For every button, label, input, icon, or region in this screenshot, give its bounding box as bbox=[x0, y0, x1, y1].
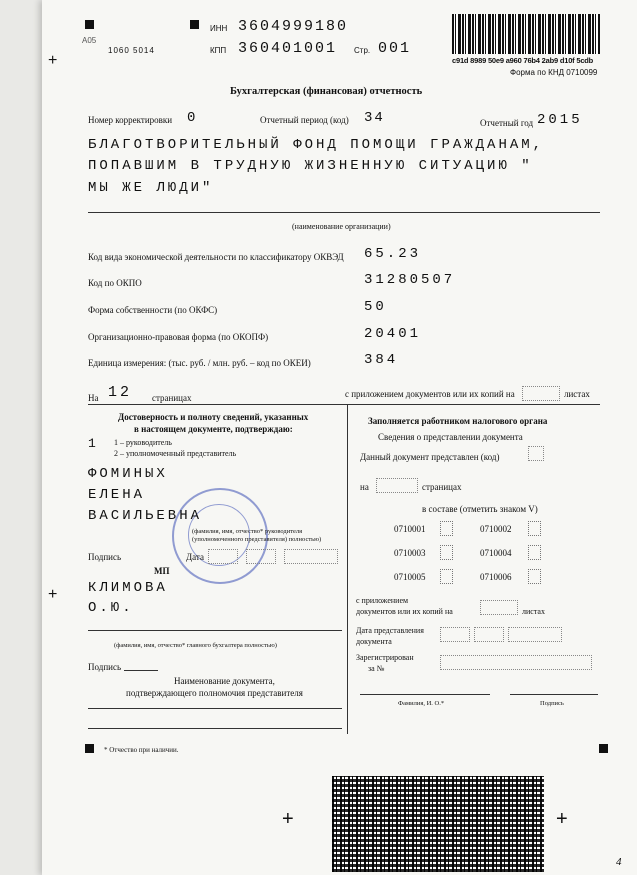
sign2-label: Подпись bbox=[88, 662, 122, 672]
composition-label: в составе (отметить знаком V) bbox=[422, 504, 538, 514]
year-label: Отчетный год bbox=[480, 118, 534, 128]
signer-option-2: 2 – уполномоченный представитель bbox=[114, 449, 237, 458]
period-label: Отчетный период (код) bbox=[260, 115, 349, 125]
signer-name-caption-1: (фамилия, имя, отчество* руководителя bbox=[192, 528, 303, 535]
sign-underline bbox=[510, 694, 598, 695]
form-checkbox-0710002[interactable] bbox=[528, 521, 541, 536]
page-value: 001 bbox=[378, 40, 412, 57]
form-code-0710001: 0710001 bbox=[394, 524, 426, 534]
attach-label: с приложением документов или их копий на bbox=[345, 389, 515, 399]
form-code: Форма по КНД 0710099 bbox=[510, 68, 598, 77]
signer-first-name: ЕЛЕНА bbox=[88, 487, 146, 503]
inn-value: 3604999180 bbox=[238, 18, 349, 35]
kpp-label: КПП bbox=[210, 46, 227, 55]
fio-underline bbox=[360, 694, 490, 695]
reg-label-1: Зарегистрирован bbox=[356, 653, 414, 662]
corner-marker-top-mid bbox=[190, 20, 199, 29]
tax-heading: Заполняется работником налогового органа bbox=[368, 416, 548, 426]
code-label-okved: Код вида экономической деятельности по классификатору ОКВЭД bbox=[88, 252, 344, 262]
corner-marker-bottom-right bbox=[599, 744, 608, 753]
form-checkbox-0710003[interactable] bbox=[440, 545, 453, 560]
kpp-value: 360401001 bbox=[238, 40, 338, 57]
code-value-okei: 384 bbox=[364, 352, 399, 368]
signer-surname: ФОМИНЫХ bbox=[88, 466, 168, 482]
corner-marker-bottom-left bbox=[85, 744, 94, 753]
crosshair-icon: + bbox=[282, 808, 294, 830]
form-code-0710004: 0710004 bbox=[480, 548, 512, 558]
signer-name-caption-2: (уполномоченного представителя) полностью) bbox=[192, 536, 322, 543]
barcode-icon bbox=[452, 14, 600, 54]
present-month-field[interactable] bbox=[474, 627, 504, 642]
crosshair-icon: + bbox=[556, 808, 568, 830]
section-vertical-divider bbox=[347, 404, 348, 734]
signer-code: 1 bbox=[88, 436, 96, 451]
inn-label: ИНН bbox=[210, 24, 228, 33]
confirm-heading-2: в настоящем документе, подтверждаю: bbox=[134, 424, 293, 434]
form-checkbox-0710006[interactable] bbox=[528, 569, 541, 584]
page-number: 4 bbox=[616, 856, 622, 868]
sign2-underline bbox=[124, 670, 158, 671]
barcode-text: c91d 8989 50e9 a960 76b4 2ab9 d10f 5cdb bbox=[452, 56, 594, 65]
date-present-label-2: документа bbox=[356, 637, 392, 646]
code-value-okved: 65.23 bbox=[364, 246, 422, 262]
fio-caption: Фамилия, И. О.* bbox=[398, 700, 445, 707]
doc-heading-2: подтверждающего полномочия представителя bbox=[126, 688, 303, 698]
left-code: 1060 5014 bbox=[108, 46, 155, 55]
doc-heading-1: Наименование документа, bbox=[174, 676, 275, 686]
code-label-okfs: Форма собственности (по ОКФС) bbox=[88, 305, 218, 315]
date-year-field[interactable] bbox=[284, 549, 338, 564]
accountant-underline bbox=[88, 630, 342, 631]
form-checkbox-0710004[interactable] bbox=[528, 545, 541, 560]
org-name-caption: (наименование организации) bbox=[292, 222, 391, 231]
attach-count-field[interactable] bbox=[480, 600, 518, 615]
page-label: Стр. bbox=[354, 46, 371, 55]
accountant-caption: (фамилия, имя, отчество* главного бухгалтера полностью) bbox=[114, 642, 277, 649]
reg-label-2: за № bbox=[368, 664, 385, 673]
form-page bbox=[42, 0, 637, 875]
form-code-0710003: 0710003 bbox=[394, 548, 426, 558]
code-value-okfs: 50 bbox=[364, 299, 387, 315]
corner-marker-top-left bbox=[85, 20, 94, 29]
attach-suffix: листах bbox=[564, 389, 590, 399]
sign-caption: Подпись bbox=[540, 700, 564, 707]
org-name-line3: МЫ ЖЕ ЛЮДИ" bbox=[88, 180, 214, 196]
present-year-field[interactable] bbox=[508, 627, 562, 642]
crosshair-icon: + bbox=[48, 586, 58, 603]
section-divider bbox=[88, 404, 600, 405]
date-day-field[interactable] bbox=[208, 549, 238, 564]
pages-prefix: На bbox=[88, 393, 99, 403]
mp-label: МП bbox=[154, 566, 170, 576]
org-name-line2: ПОПАВШИМ В ТРУДНУЮ ЖИЗНЕННУЮ СИТУАЦИЮ " bbox=[88, 158, 533, 174]
accountant-surname: КЛИМОВА bbox=[88, 580, 168, 596]
code-value-okpo: 31280507 bbox=[364, 272, 456, 288]
code-label-okei: Единица измерения: (тыс. руб. / млн. руб. – код по ОКЕИ) bbox=[88, 358, 311, 368]
page-title: Бухгалтерская (финансовая) отчетность bbox=[230, 86, 423, 97]
code-label-okpo: Код по ОКПО bbox=[88, 278, 142, 288]
form-code-0710005: 0710005 bbox=[394, 572, 426, 582]
on-label: на bbox=[360, 482, 369, 492]
side-code: А05 bbox=[82, 36, 97, 45]
present-day-field[interactable] bbox=[440, 627, 470, 642]
date-month-field[interactable] bbox=[246, 549, 276, 564]
confirm-heading-1: Достоверность и полноту сведений, указанных bbox=[118, 412, 309, 422]
pages-count-field[interactable] bbox=[376, 478, 418, 493]
code-label-okopf: Организационно-правовая форма (по ОКОПФ) bbox=[88, 332, 269, 342]
attach-pages-field[interactable] bbox=[522, 386, 560, 401]
doc-line-2 bbox=[88, 728, 342, 729]
date-label: Дата bbox=[186, 552, 204, 562]
form-checkbox-0710005[interactable] bbox=[440, 569, 453, 584]
pages-suffix: страницах bbox=[152, 393, 192, 403]
org-name-line1: БЛАГОТВОРИТЕЛЬНЫЙ ФОНД ПОМОЩИ ГРАЖДАНАМ, bbox=[88, 137, 545, 153]
form-code-0710006: 0710006 bbox=[480, 572, 512, 582]
pages-label-right: страницах bbox=[422, 482, 462, 492]
pages-value: 12 bbox=[108, 384, 133, 401]
period-value: 34 bbox=[364, 110, 385, 126]
year-value: 2015 bbox=[537, 112, 583, 128]
doc-line-1 bbox=[88, 708, 342, 709]
footnote: * Отчество при наличии. bbox=[104, 746, 179, 754]
correction-value: 0 bbox=[187, 110, 196, 126]
attach-label-1: с приложением bbox=[356, 596, 409, 605]
correction-label: Номер корректировки bbox=[88, 115, 173, 125]
tax-subheading: Сведения о представлении документа bbox=[378, 432, 523, 442]
org-name-underline bbox=[88, 212, 600, 213]
signer-patronymic: ВАСИЛЬЕВНА bbox=[88, 508, 203, 524]
presented-label: Данный документ представлен (код) bbox=[360, 452, 500, 462]
sign-label: Подпись bbox=[88, 552, 122, 562]
reg-number-field[interactable] bbox=[440, 655, 592, 670]
crosshair-icon: + bbox=[48, 52, 58, 69]
form-code-0710002: 0710002 bbox=[480, 524, 512, 534]
attach-suffix-right: листах bbox=[522, 607, 545, 616]
date-present-label-1: Дата представления bbox=[356, 626, 424, 635]
accountant-initials: О.Ю. bbox=[88, 600, 134, 616]
form-checkbox-0710001[interactable] bbox=[440, 521, 453, 536]
attach-label-2: документов или их копий на bbox=[356, 607, 453, 616]
code-value-okopf: 20401 bbox=[364, 326, 422, 342]
qr-code-icon bbox=[332, 776, 544, 872]
presented-code-field[interactable] bbox=[528, 446, 544, 461]
signer-option-1: 1 – руководитель bbox=[114, 438, 172, 447]
